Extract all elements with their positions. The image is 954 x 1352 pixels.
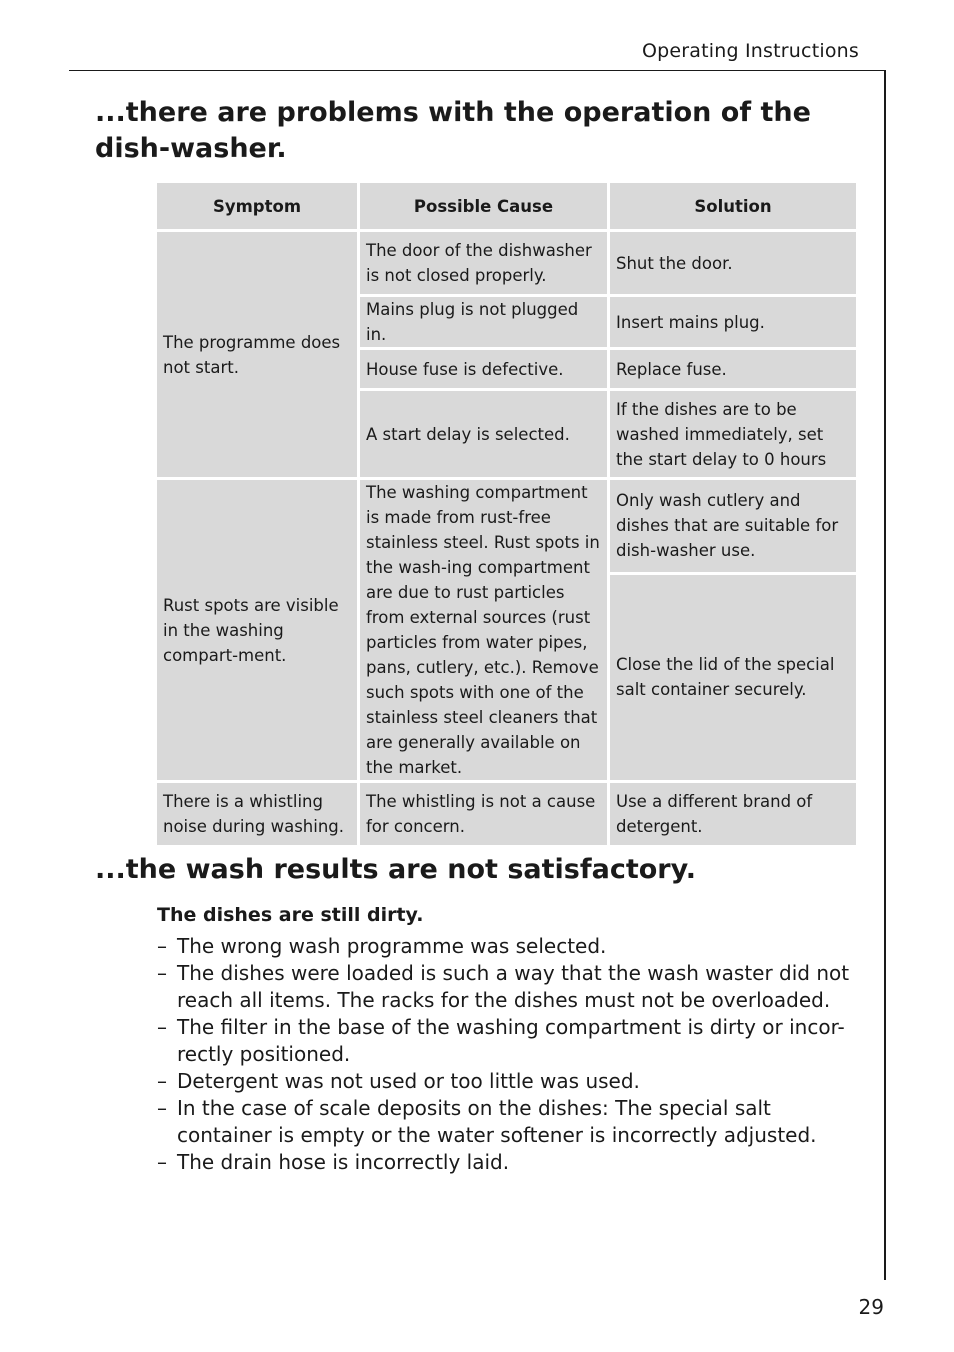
- solution-cell: Shut the door.: [610, 232, 856, 294]
- solution-cell: Close the lid of the special salt container securely.: [610, 575, 856, 780]
- cause-cell: The whistling is not a cause for concern.: [360, 783, 607, 845]
- causes-list: [157, 933, 857, 1176]
- solution-cell: Only wash cutlery and dishes that are suitable for dish-washer use.: [610, 480, 856, 572]
- table-row: [157, 480, 856, 572]
- cause-cell: The washing compartment is made from rust-free stainless steel. Rust spots in the wash-ing compartment are due to rust particles from external sources (rust particles from water pipes, pans, cutlery, etc.). Remove such spots with one of the stainless steel cleaners that are generally available on the market.: [360, 480, 607, 780]
- subheading-dishes-dirty: The dishes are still dirty.: [157, 904, 424, 926]
- cause-cell: Mains plug is not plugged in.: [360, 297, 607, 347]
- solution-cell: Insert mains plug.: [610, 297, 856, 347]
- list-item: – The filter in the base of the washing compartment is dirty or incor-rectly positioned.: [157, 1014, 857, 1068]
- header-possible-cause: Possible Cause: [360, 183, 607, 229]
- list-item: – In the case of scale deposits on the dishes: The special salt container is empty or the water softener is incorrectly adjusted.: [157, 1095, 857, 1149]
- table-row: [157, 232, 856, 294]
- list-item: – The drain hose is incorrectly laid.: [157, 1149, 857, 1176]
- list-item: – The dishes were loaded is such a way that the wash waster did not reach all items. The racks for the dishes must not be overloaded.: [157, 960, 857, 1014]
- header-symptom: Symptom: [157, 183, 357, 229]
- list-item: – The wrong wash programme was selected.: [157, 933, 857, 960]
- cause-cell: House fuse is defective.: [360, 350, 607, 388]
- header-rule: [69, 70, 886, 71]
- table-header-row: [157, 183, 856, 229]
- symptom-cell: There is a whistling noise during washing.: [157, 783, 357, 845]
- running-head: Operating Instructions: [641, 40, 859, 62]
- solution-cell: Replace fuse.: [610, 350, 856, 388]
- section-heading-wash-results: ...the wash results are not satisfactory.: [95, 854, 696, 885]
- section-heading-operation-problems: ...there are problems with the operation of the dish-washer.: [95, 97, 811, 164]
- solution-cell: If the dishes are to be washed immediately, set the start delay to 0 hours: [610, 391, 856, 477]
- margin-rule: [884, 70, 886, 1280]
- cause-cell: The door of the dishwasher is not closed properly.: [360, 232, 607, 294]
- cause-cell: A start delay is selected.: [360, 391, 607, 477]
- troubleshooting-table: [154, 180, 859, 848]
- table-row: [157, 783, 856, 845]
- header-solution: Solution: [610, 183, 856, 229]
- symptom-cell: Rust spots are visible in the washing compart-ment.: [157, 480, 357, 780]
- page-number: 29: [858, 1295, 884, 1319]
- symptom-cell: The programme does not start.: [157, 232, 357, 477]
- solution-cell: Use a different brand of detergent.: [610, 783, 856, 845]
- list-item: – Detergent was not used or too little was used.: [157, 1068, 857, 1095]
